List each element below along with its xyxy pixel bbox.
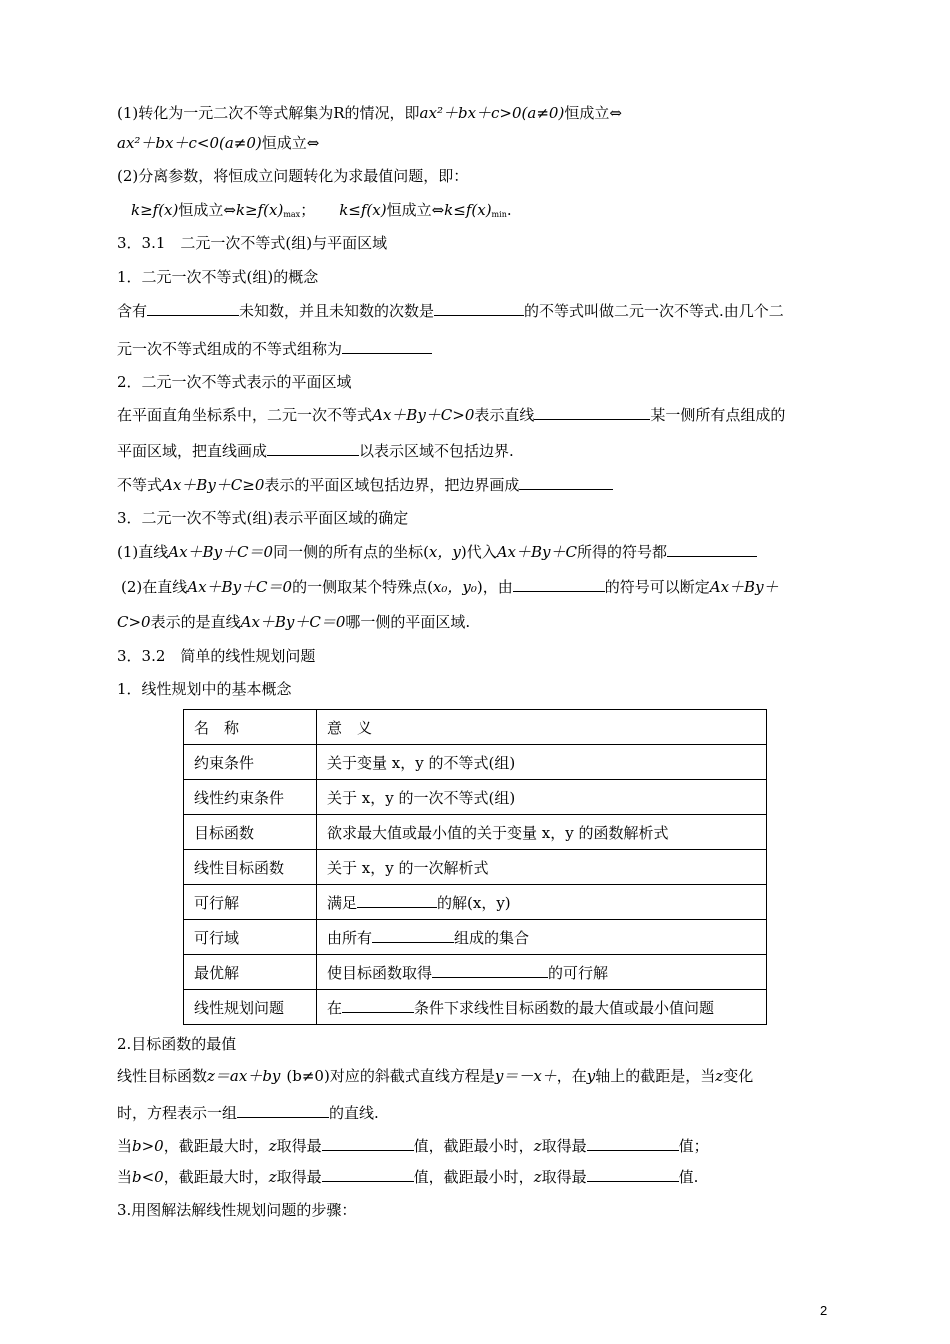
fill-blank[interactable]: [147, 301, 239, 316]
text: 轴上的截距是，当: [595, 1067, 716, 1085]
table-cell: 最优解: [184, 955, 317, 990]
table-row: [184, 815, 767, 850]
text: 在: [327, 998, 343, 1017]
math-expr: z: [268, 1137, 277, 1155]
table-header-cell: 名 称: [184, 710, 317, 745]
text: 当: [117, 1137, 133, 1155]
page-number: 2: [820, 1303, 828, 1318]
text: )代入: [460, 543, 497, 561]
table-cell: 线性规划问题: [184, 990, 317, 1025]
text: 表示的是直线: [150, 613, 241, 631]
fill-blank[interactable]: [342, 339, 432, 354]
table-cell: [317, 955, 767, 990]
math-expr: z＝ax＋by: [207, 1067, 281, 1085]
subheading-5: 2.目标函数的最值: [117, 1035, 237, 1053]
text: 满足: [327, 893, 358, 912]
text: 以表示区域不包括边界.: [359, 442, 514, 460]
fill-blank[interactable]: [322, 1136, 414, 1151]
math-expr: Ax＋By＋C＝0: [187, 578, 293, 596]
text: 同一侧的所有点的坐标(: [273, 543, 429, 561]
table-row: [184, 885, 767, 920]
table-cell: 关于 x，y 的一次不等式(组): [317, 780, 767, 815]
math-expr: z: [533, 1168, 542, 1186]
paragraph-region-c: [117, 475, 613, 495]
text: 值，截距最小时，: [413, 1168, 534, 1186]
table-cell: 关于 x，y 的一次解析式: [317, 850, 767, 885]
text: 时，方程表示一组: [117, 1104, 238, 1122]
math-expr: Ax＋By＋C: [496, 543, 577, 561]
fill-blank[interactable]: [513, 577, 605, 592]
paragraph-2: (2)分离参数，将恒成立问题转化为求最值问题，即：: [117, 167, 469, 185]
paragraph-objective-d: [117, 1167, 698, 1187]
table-cell: 线性约束条件: [184, 780, 317, 815]
math-expr: Ax＋By＋C＝0: [168, 543, 274, 561]
paragraph-region-a: [117, 405, 785, 425]
text: 值.: [678, 1168, 699, 1186]
math-expr: k≤f(x): [444, 201, 492, 219]
math-expr: k≤f(x): [339, 201, 387, 219]
table-cell: [317, 990, 767, 1025]
text: 的不等式叫做二元一次不等式.由几个二: [524, 302, 784, 320]
math-expr: k≥f(x): [131, 201, 179, 219]
subscript: min: [491, 210, 507, 219]
math-expr: z: [533, 1137, 542, 1155]
fill-blank[interactable]: [357, 893, 437, 908]
math-expr: b<0: [132, 1168, 164, 1186]
section-heading-331: 3．3.1 二元一次不等式(组)与平面区域: [117, 234, 388, 252]
paragraph-1a: [117, 103, 622, 123]
text: 的符号可以断定: [604, 578, 710, 596]
text: .: [506, 201, 512, 219]
fill-blank[interactable]: [322, 1167, 414, 1182]
subscript: max: [283, 210, 301, 219]
math-expr: (a≠0): [521, 104, 565, 122]
text: ；: [300, 201, 316, 219]
paragraph-3: [131, 200, 512, 225]
math-expr: x，y: [428, 543, 461, 561]
math-expr: C>0: [117, 613, 151, 631]
math-expr: Ax＋By＋C≥0: [162, 476, 265, 494]
text: 的解(x，y): [437, 893, 511, 912]
fill-blank[interactable]: [432, 963, 548, 978]
paragraph-determine-b: [121, 577, 779, 597]
math-expr: x₀，y₀: [432, 578, 477, 596]
fill-blank[interactable]: [534, 405, 650, 420]
text: 恒成立⇔: [261, 134, 320, 152]
table-cell: 线性目标函数: [184, 850, 317, 885]
text: 取得最: [541, 1137, 587, 1155]
table-header-cell: 意 义: [317, 710, 767, 745]
paragraph-concept-a: [117, 301, 784, 321]
math-expr: ax²＋bx＋c>0: [419, 104, 522, 122]
paragraph-objective-a: [117, 1066, 753, 1086]
text: 组成的集合: [454, 928, 530, 947]
text: 值，截距最小时，: [413, 1137, 534, 1155]
math-expr: (a≠0): [219, 134, 262, 152]
text: 的直线.: [329, 1104, 379, 1122]
text: 表示直线: [474, 406, 535, 424]
math-expr: y＝－x＋: [494, 1067, 557, 1085]
text: (1)直线: [117, 543, 169, 561]
text: 的一侧取某个特殊点(: [292, 578, 433, 596]
text: 元一次不等式组成的不等式组称为: [117, 340, 343, 358]
subheading-6: 3.用图解法解线性规划问题的步骤：: [117, 1201, 357, 1219]
table-cell: 可行解: [184, 885, 317, 920]
text: 值；: [678, 1137, 709, 1155]
table-cell: 欲求最大值或最小值的关于变量 x，y 的函数解析式: [317, 815, 767, 850]
table-cell: [317, 920, 767, 955]
paragraph-concept-b: [117, 339, 432, 359]
table-cell: [317, 885, 767, 920]
math-expr: z: [715, 1067, 724, 1085]
text: ，在: [556, 1067, 587, 1085]
paragraph-region-b: [117, 441, 514, 461]
paragraph-objective-c: [117, 1136, 709, 1156]
text: 恒成立⇔: [178, 201, 236, 219]
text: 取得最: [541, 1168, 587, 1186]
text: 取得最: [276, 1168, 322, 1186]
text: 不等式: [117, 476, 163, 494]
math-expr: Ax＋By＋C>0: [372, 406, 475, 424]
fill-blank[interactable]: [587, 1136, 679, 1151]
text: 哪一侧的平面区域.: [345, 613, 471, 631]
fill-blank[interactable]: [237, 1103, 329, 1118]
math-expr: k≥f(x): [235, 201, 284, 219]
text: 某一侧所有点组成的: [650, 406, 786, 424]
text: (1)转化为一元二次不等式解集为R的情况，即: [117, 104, 420, 122]
table-cell: 可行域: [184, 920, 317, 955]
concepts-table: [183, 709, 767, 1025]
text: ，截距最大时，: [163, 1168, 269, 1186]
table-header-row: [184, 710, 767, 745]
text: 取得最: [276, 1137, 322, 1155]
table-row: [184, 780, 767, 815]
text: 恒成立⇔: [386, 201, 445, 219]
paragraph-determine-a: [117, 542, 757, 562]
text: 所得的符号都: [577, 543, 668, 561]
fill-blank[interactable]: [667, 542, 757, 557]
table-row: [184, 920, 767, 955]
text: )，由: [476, 578, 513, 596]
text: 使目标函数取得: [327, 963, 433, 982]
fill-blank[interactable]: [267, 441, 359, 456]
math-expr: ax²＋bx＋c<0: [117, 134, 219, 152]
paragraph-objective-b: [117, 1103, 379, 1123]
fill-blank[interactable]: [434, 301, 524, 316]
subheading-1: 1．二元一次不等式(组)的概念: [117, 268, 319, 286]
paragraph-1b: [117, 133, 319, 153]
table-cell: 目标函数: [184, 815, 317, 850]
math-expr: Ax＋By＋: [709, 578, 779, 596]
text: 在平面直角坐标系中，二元一次不等式: [117, 406, 373, 424]
subheading-2: 2．二元一次不等式表示的平面区域: [117, 373, 352, 391]
paragraph-determine-c: [117, 612, 470, 632]
text: (2)在直线: [121, 578, 188, 596]
text: 含有: [117, 302, 148, 320]
text: 条件下求线性目标函数的最大值或最小值问题: [414, 998, 715, 1017]
text: 对应的斜截式直线方程是: [329, 1067, 495, 1085]
text: 由所有: [327, 928, 373, 947]
text: 表示的平面区域包括边界，把边界画成: [264, 476, 520, 494]
text: 线性目标函数: [117, 1067, 208, 1085]
math-expr: b>0: [132, 1137, 164, 1155]
text: 平面区域，把直线画成: [117, 442, 268, 460]
text: 的可行解: [548, 963, 609, 982]
fill-blank[interactable]: [587, 1167, 679, 1182]
math-expr: (b≠0): [286, 1067, 330, 1085]
math-expr: z: [268, 1168, 277, 1186]
text: 未知数，并且未知数的次数是: [239, 302, 435, 320]
text: 当: [117, 1168, 133, 1186]
table-row: [184, 850, 767, 885]
table-row: [184, 955, 767, 990]
fill-blank[interactable]: [519, 475, 613, 490]
fill-blank[interactable]: [372, 928, 454, 943]
text: 恒成立⇔: [564, 104, 622, 122]
table-row: [184, 745, 767, 780]
text: 变化: [723, 1067, 754, 1085]
subheading-4: 1．线性规划中的基本概念: [117, 680, 292, 698]
fill-blank[interactable]: [342, 998, 414, 1013]
math-expr: y: [586, 1067, 596, 1085]
subheading-3: 3．二元一次不等式(组)表示平面区域的确定: [117, 509, 409, 527]
text: ，截距最大时，: [163, 1137, 269, 1155]
table-row: [184, 990, 767, 1025]
section-heading-332: 3．3.2 简单的线性规划问题: [117, 647, 316, 665]
table-cell: 关于变量 x，y 的不等式(组): [317, 745, 767, 780]
math-expr: Ax＋By＋C＝0: [240, 613, 346, 631]
table-cell: 约束条件: [184, 745, 317, 780]
